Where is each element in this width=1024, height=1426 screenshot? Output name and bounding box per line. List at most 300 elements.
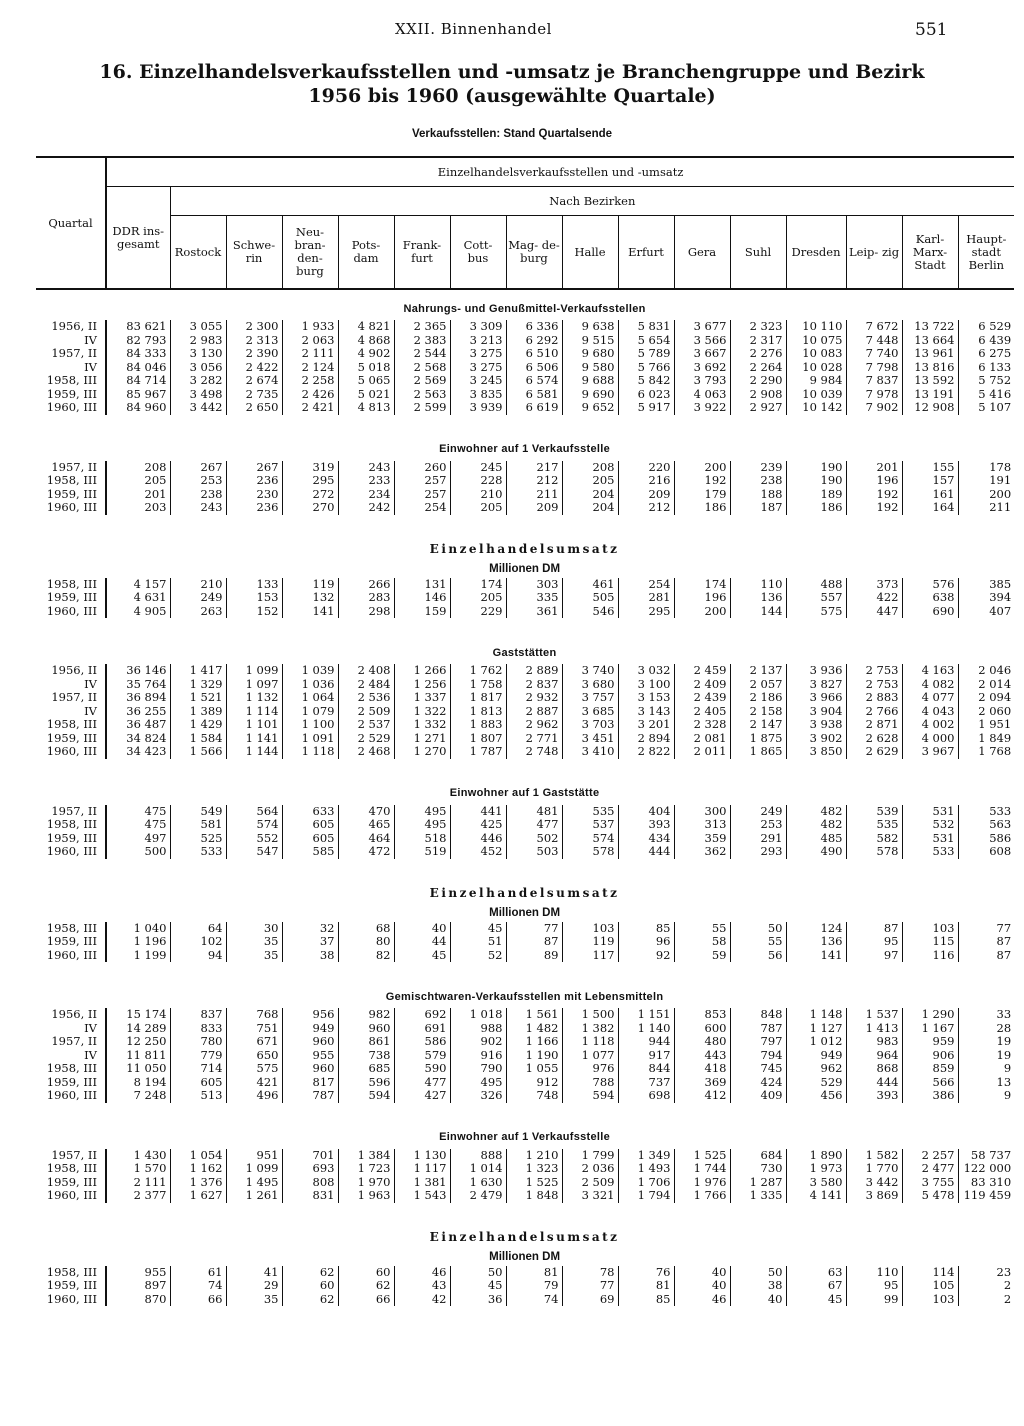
bezirk-value-cell: 13 816 (902, 361, 958, 375)
bezirk-value-cell: 293 (730, 845, 786, 859)
bezirk-value-cell: 1 482 (506, 1022, 562, 1036)
bezirk-value-cell: 78 (562, 1266, 618, 1280)
section-unit-row (36, 1249, 1014, 1266)
bezirk-value-cell: 253 (730, 818, 786, 832)
bezirk-value-cell: 2 883 (846, 691, 902, 705)
bezirk-value-cell: 745 (730, 1062, 786, 1076)
bezirk-value-cell: 62 (282, 1293, 338, 1307)
bezirk-value-cell: 692 (394, 1008, 450, 1022)
bezirk-value-cell: 13 191 (902, 388, 958, 402)
bezirk-value-cell: 62 (282, 1266, 338, 1280)
ddr-value-cell: 2 111 (133, 1174, 167, 1189)
bezirk-value-cell: 594 (338, 1089, 394, 1103)
bezirk-value-cell: 3 153 (618, 691, 674, 705)
bezirk-value-cell: 1 429 (170, 718, 226, 732)
quartal-cell: 1957, II (36, 1149, 106, 1163)
bezirk-value-cell: 1 883 (450, 718, 506, 732)
bezirk-value-cell: 260 (394, 461, 450, 475)
bezirk-value-cell: 10 039 (786, 388, 846, 402)
table-row (36, 1035, 1014, 1049)
bezirk-value-cell: 257 (394, 488, 450, 502)
bezirk-value-cell: 110 (730, 578, 786, 592)
bezirk-value-cell: 434 (618, 832, 674, 846)
bezirk-value-cell: 254 (618, 578, 674, 592)
bezirk-value-cell: 249 (170, 591, 226, 605)
bezirk-value-cell: 76 (618, 1266, 674, 1280)
bezirk-value-cell: 1 758 (450, 678, 506, 692)
bezirk-value-cell: 40 (730, 1293, 786, 1307)
bezirk-value-cell: 385 (958, 578, 1014, 592)
quartal-cell: 1958, III (36, 578, 106, 592)
bezirk-value-cell: 477 (394, 1076, 450, 1090)
bezirk-value-cell: 3 566 (674, 334, 730, 348)
bezirk-value-cell: 2 158 (730, 705, 786, 719)
bezirk-value-cell: 955 (282, 1049, 338, 1063)
section-unit: Millionen DM (489, 1250, 561, 1263)
bezirk-value-cell: 1 329 (170, 678, 226, 692)
quartal-cell: 1959, III (36, 488, 106, 502)
bezirk-value-cell: 505 (562, 591, 618, 605)
bezirk-value-cell: 691 (394, 1022, 450, 1036)
bezirk-value-cell: 13 961 (902, 347, 958, 361)
bezirk-value-cell: 6 529 (958, 320, 1014, 334)
bezirk-value-cell: 51 (450, 935, 506, 949)
bezirk-value-cell: 200 (674, 605, 730, 619)
bezirk-value-cell: 35 (226, 1293, 282, 1307)
bezirk-value-cell: 2 036 (562, 1162, 618, 1176)
bezirk-value-cell: 94 (170, 949, 226, 963)
bezirk-value-cell: 960 (282, 1035, 338, 1049)
bezirk-value-cell: 1 144 (226, 745, 282, 759)
ddr-value-cell: 83 621 (126, 319, 167, 333)
bezirk-value-cell: 579 (394, 1049, 450, 1063)
header-bezirk: Rostock (170, 216, 226, 290)
bezirk-value-cell: 1 766 (674, 1189, 730, 1203)
bezirk-value-cell: 574 (226, 818, 282, 832)
bezirk-value-cell: 578 (562, 845, 618, 859)
table-row (36, 1076, 1014, 1090)
bezirk-value-cell: 730 (730, 1162, 786, 1176)
bezirk-value-cell: 917 (618, 1049, 674, 1063)
bezirk-value-cell: 1 099 (226, 1162, 282, 1176)
ddr-value-cell: 84 333 (126, 346, 167, 360)
bezirk-value-cell: 19 (958, 1049, 1014, 1063)
bezirk-value-cell: 1 332 (394, 718, 450, 732)
bezirk-value-cell: 1 039 (282, 664, 338, 678)
bezirk-value-cell: 3 143 (618, 705, 674, 719)
running-head: XXII. Binnenhandel (395, 20, 552, 38)
bezirk-value-cell: 1 413 (846, 1022, 902, 1036)
quartal-cell: 1956, II (36, 664, 106, 678)
bezirk-value-cell: 3 667 (674, 347, 730, 361)
ddr-value-cell: 36 894 (126, 690, 167, 704)
bezirk-value-cell: 196 (674, 591, 730, 605)
bezirk-value-cell: 585 (282, 845, 338, 859)
bezirk-value-cell: 6 619 (506, 401, 562, 415)
quartal-cell: IV (36, 1022, 106, 1036)
bezirk-value-cell: 1 261 (226, 1189, 282, 1203)
ddr-value-cell: 4 631 (133, 590, 167, 604)
bezirk-value-cell: 1 495 (226, 1176, 282, 1190)
table-row (36, 818, 1014, 832)
bezirk-value-cell: 1 210 (506, 1149, 562, 1163)
header-bezirk: Haupt- stadt Berlin (958, 216, 1014, 290)
header-group-bezirke: Nach Bezirken (170, 187, 1014, 216)
bezirk-value-cell: 566 (902, 1076, 958, 1090)
bezirk-value-cell: 831 (282, 1189, 338, 1203)
bezirk-value-cell: 7 740 (846, 347, 902, 361)
quartal-cell: 1960, III (36, 949, 106, 963)
table-row (36, 664, 1014, 678)
ddr-value-cell: 1 196 (133, 934, 167, 948)
bezirk-value-cell: 535 (846, 818, 902, 832)
bezirk-value-cell: 133 (226, 578, 282, 592)
bezirk-value-cell: 1 807 (450, 732, 506, 746)
bezirk-value-cell: 441 (450, 805, 506, 819)
bezirk-value-cell: 393 (846, 1089, 902, 1103)
bezirk-value-cell: 1 190 (506, 1049, 562, 1063)
bezirk-value-cell: 141 (282, 605, 338, 619)
bezirk-value-cell: 1 389 (170, 705, 226, 719)
bezirk-value-cell: 633 (282, 805, 338, 819)
bezirk-value-cell: 495 (450, 1076, 506, 1090)
bezirk-value-cell: 300 (674, 805, 730, 819)
ddr-value-cell: 205 (144, 473, 167, 487)
bezirk-value-cell: 1 335 (730, 1189, 786, 1203)
table-body (36, 289, 1014, 1306)
header-bezirk: Suhl (730, 216, 786, 290)
bezirk-value-cell: 808 (282, 1176, 338, 1190)
bezirk-value-cell: 1 963 (338, 1189, 394, 1203)
bezirk-value-cell: 1 118 (562, 1035, 618, 1049)
bezirk-value-cell: 427 (394, 1089, 450, 1103)
bezirk-value-cell: 144 (730, 605, 786, 619)
bezirk-value-cell: 1 381 (394, 1176, 450, 1190)
quartal-cell: 1956, II (36, 1008, 106, 1022)
bezirk-value-cell: 837 (170, 1008, 226, 1022)
bezirk-value-cell: 238 (170, 488, 226, 502)
bezirk-value-cell: 4 082 (902, 678, 958, 692)
bezirk-value-cell: 179 (674, 488, 730, 502)
bezirk-value-cell: 533 (170, 845, 226, 859)
bezirk-value-cell: 2 468 (338, 745, 394, 759)
bezirk-value-cell: 40 (674, 1279, 730, 1293)
bezirk-value-cell: 141 (786, 949, 846, 963)
section-heading-row (36, 978, 1014, 1008)
bezirk-value-cell: 422 (846, 591, 902, 605)
bezirk-value-cell: 690 (902, 605, 958, 619)
bezirk-value-cell: 983 (846, 1035, 902, 1049)
ddr-value-cell: 14 289 (126, 1020, 167, 1035)
bezirk-value-cell: 600 (674, 1022, 730, 1036)
table-header (36, 157, 1014, 289)
bezirk-value-cell: 2 537 (338, 718, 394, 732)
quartal-cell: 1960, III (36, 1089, 106, 1103)
bezirk-value-cell: 9 638 (562, 320, 618, 334)
bezirk-value-cell: 267 (226, 461, 282, 475)
bezirk-value-cell: 6 292 (506, 334, 562, 348)
bezirk-value-cell: 650 (226, 1049, 282, 1063)
bezirk-value-cell: 2 422 (226, 361, 282, 375)
bezirk-value-cell: 211 (958, 501, 1014, 515)
bezirk-value-cell: 35 (226, 949, 282, 963)
bezirk-value-cell: 1 012 (786, 1035, 846, 1049)
table-row (36, 1049, 1014, 1063)
bezirk-value-cell: 9 690 (562, 388, 618, 402)
table-row (36, 474, 1014, 488)
bezirk-value-cell: 62 (338, 1279, 394, 1293)
bezirk-value-cell: 50 (730, 1266, 786, 1280)
bezirk-value-cell: 6 439 (958, 334, 1014, 348)
bezirk-value-cell: 188 (730, 488, 786, 502)
bezirk-value-cell: 2 300 (226, 320, 282, 334)
bezirk-value-cell: 236 (226, 474, 282, 488)
section-heading: Einwohner auf 1 Verkaufsstelle (439, 1131, 611, 1143)
table-row (36, 705, 1014, 719)
bezirk-value-cell: 495 (394, 805, 450, 819)
ddr-value-cell: 36 487 (126, 717, 167, 731)
bezirk-value-cell: 2 439 (674, 691, 730, 705)
bezirk-value-cell: 10 142 (786, 401, 846, 415)
bezirk-value-cell: 45 (394, 949, 450, 963)
ddr-value-cell: 84 046 (126, 359, 167, 374)
bezirk-value-cell: 394 (958, 591, 1014, 605)
bezirk-value-cell: 2 927 (730, 401, 786, 415)
bezirk-value-cell: 19 (958, 1035, 1014, 1049)
bezirk-value-cell: 1 787 (450, 745, 506, 759)
bezirk-value-cell: 2 323 (730, 320, 786, 334)
bezirk-value-cell: 1 849 (958, 732, 1014, 746)
bezirk-value-cell: 249 (730, 805, 786, 819)
bezirk-value-cell: 2 124 (282, 361, 338, 375)
bezirk-value-cell: 2 908 (730, 388, 786, 402)
table-row (36, 805, 1014, 819)
bezirk-value-cell: 2 887 (506, 705, 562, 719)
bezirk-value-cell: 369 (674, 1076, 730, 1090)
header-bezirk: Leip- zig (846, 216, 902, 290)
bezirk-value-cell: 132 (282, 591, 338, 605)
table-title-line-1: 16. Einzelhandelsverkaufsstellen und -umsatz je Branchengruppe und Bezirk (99, 61, 925, 83)
bezirk-value-cell: 1 799 (562, 1149, 618, 1163)
bezirk-value-cell: 529 (786, 1076, 846, 1090)
bezirk-value-cell: 46 (394, 1266, 450, 1280)
bezirk-value-cell: 976 (562, 1062, 618, 1076)
bezirk-value-cell: 95 (846, 1279, 902, 1293)
ddr-value-cell: 8 194 (133, 1074, 167, 1089)
bezirk-value-cell: 552 (226, 832, 282, 846)
table-row (36, 1189, 1014, 1203)
bezirk-value-cell: 525 (170, 832, 226, 846)
bezirk-value-cell: 447 (846, 605, 902, 619)
bezirk-value-cell: 586 (958, 832, 1014, 846)
bezirk-value-cell: 85 (618, 1293, 674, 1307)
bezirk-value-cell: 196 (846, 474, 902, 488)
bezirk-value-cell: 407 (958, 605, 1014, 619)
bezirk-value-cell: 10 110 (786, 320, 846, 334)
bezirk-value-cell: 2 871 (846, 718, 902, 732)
bezirk-value-cell: 204 (562, 488, 618, 502)
bezirk-value-cell: 69 (562, 1293, 618, 1307)
bezirk-value-cell: 2 459 (674, 664, 730, 678)
bezirk-value-cell: 1 768 (958, 745, 1014, 759)
bezirk-value-cell: 1 973 (786, 1162, 846, 1176)
bezirk-value-cell: 205 (450, 591, 506, 605)
table-row (36, 605, 1014, 619)
bezirk-value-cell: 960 (282, 1062, 338, 1076)
bezirk-value-cell: 844 (618, 1062, 674, 1076)
bezirk-value-cell: 102 (170, 935, 226, 949)
bezirk-value-cell: 780 (170, 1035, 226, 1049)
bezirk-value-cell: 2 771 (506, 732, 562, 746)
bezirk-value-cell: 2 983 (170, 334, 226, 348)
bezirk-value-cell: 6 506 (506, 361, 562, 375)
bezirk-value-cell: 788 (562, 1076, 618, 1090)
bezirk-value-cell: 95 (846, 935, 902, 949)
header-bezirk: Schwe- rin (226, 216, 282, 290)
bezirk-value-cell: 3 282 (170, 374, 226, 388)
bezirk-value-cell: 452 (450, 845, 506, 859)
bezirk-value-cell: 714 (170, 1062, 226, 1076)
quartal-cell: 1960, III (36, 1189, 106, 1203)
bezirk-value-cell: 89 (506, 949, 562, 963)
bezirk-value-cell: 254 (394, 501, 450, 515)
quartal-cell: 1960, III (36, 845, 106, 859)
bezirk-value-cell: 12 908 (902, 401, 958, 415)
bezirk-value-cell: 9 580 (562, 361, 618, 375)
bezirk-value-cell: 912 (506, 1076, 562, 1090)
table-row (36, 935, 1014, 949)
bezirk-value-cell: 461 (562, 578, 618, 592)
ddr-value-cell: 34 824 (126, 730, 167, 745)
bezirk-value-cell: 190 (786, 474, 846, 488)
bezirk-value-cell: 42 (394, 1293, 450, 1307)
bezirk-value-cell: 1 706 (618, 1176, 674, 1190)
table-row (36, 388, 1014, 402)
bezirk-value-cell: 205 (450, 501, 506, 515)
table-title-line-2: 1956 bis 1960 (ausgewählte Quartale) (308, 85, 716, 107)
bezirk-value-cell: 488 (786, 578, 846, 592)
ddr-value-cell: 84 960 (126, 400, 167, 414)
bezirk-value-cell: 45 (450, 922, 506, 936)
bezirk-value-cell: 779 (170, 1049, 226, 1063)
bezirk-value-cell: 99 (846, 1293, 902, 1307)
bezirk-value-cell: 563 (958, 818, 1014, 832)
bezirk-value-cell: 2 317 (730, 334, 786, 348)
bezirk-value-cell: 465 (338, 818, 394, 832)
bezirk-value-cell: 1 266 (394, 664, 450, 678)
bezirk-value-cell: 2 894 (618, 732, 674, 746)
bezirk-value-cell: 119 (562, 935, 618, 949)
table-row (36, 1266, 1014, 1280)
bezirk-value-cell: 117 (562, 949, 618, 963)
bezirk-value-cell: 3 410 (562, 745, 618, 759)
bezirk-value-cell: 50 (450, 1266, 506, 1280)
section-unit-row (36, 905, 1014, 922)
bezirk-value-cell: 43 (394, 1279, 450, 1293)
bezirk-value-cell: 1 933 (282, 320, 338, 334)
bezirk-value-cell: 1 099 (226, 664, 282, 678)
ddr-value-cell: 34 423 (126, 744, 167, 758)
section-heading: Gemischtwaren-Verkaufsstellen mit Lebensmitteln (385, 990, 664, 1003)
bezirk-value-cell: 496 (226, 1089, 282, 1103)
bezirk-value-cell: 638 (902, 591, 958, 605)
quartal-cell: 1957, II (36, 461, 106, 475)
bezirk-value-cell: 298 (338, 605, 394, 619)
bezirk-value-cell: 1 097 (226, 678, 282, 692)
bezirk-value-cell: 266 (338, 578, 394, 592)
bezirk-value-cell: 2 837 (506, 678, 562, 692)
bezirk-value-cell: 30 (226, 922, 282, 936)
bezirk-value-cell: 2 409 (674, 678, 730, 692)
bezirk-value-cell: 105 (902, 1279, 958, 1293)
bezirk-value-cell: 40 (674, 1266, 730, 1280)
bezirk-value-cell: 210 (170, 578, 226, 592)
table-row (36, 361, 1014, 375)
bezirk-value-cell: 2 (958, 1279, 1014, 1293)
bezirk-value-cell: 916 (450, 1049, 506, 1063)
bezirk-value-cell: 1 770 (846, 1162, 902, 1176)
bezirk-value-cell: 2 529 (338, 732, 394, 746)
quartal-cell: IV (36, 361, 106, 375)
bezirk-value-cell: 578 (846, 845, 902, 859)
bezirk-value-cell: 9 (958, 1089, 1014, 1103)
bezirk-value-cell: 3 321 (562, 1189, 618, 1203)
quartal-cell: 1958, III (36, 1162, 106, 1176)
bezirk-value-cell: 3 967 (902, 745, 958, 759)
bezirk-value-cell: 7 672 (846, 320, 902, 334)
bezirk-value-cell: 23 (958, 1266, 1014, 1280)
bezirk-value-cell: 1 794 (618, 1189, 674, 1203)
bezirk-value-cell: 2 563 (394, 388, 450, 402)
ddr-value-cell: 4 905 (133, 603, 167, 618)
bezirk-value-cell: 208 (562, 461, 618, 475)
bezirk-value-cell: 1 525 (506, 1176, 562, 1190)
bezirk-value-cell: 902 (450, 1035, 506, 1049)
bezirk-value-cell: 186 (674, 501, 730, 515)
bezirk-value-cell: 131 (394, 578, 450, 592)
bezirk-value-cell: 2 629 (846, 745, 902, 759)
bezirk-value-cell: 533 (902, 845, 958, 859)
bezirk-value-cell: 87 (958, 935, 1014, 949)
bezirk-value-cell: 513 (170, 1089, 226, 1103)
ddr-value-cell: 36 146 (126, 663, 167, 677)
bezirk-value-cell: 956 (282, 1008, 338, 1022)
bezirk-value-cell: 238 (730, 474, 786, 488)
bezirk-value-cell: 1 376 (170, 1176, 226, 1190)
bezirk-value-cell: 482 (786, 805, 846, 819)
bezirk-value-cell: 1 036 (282, 678, 338, 692)
bezirk-value-cell: 9 680 (562, 347, 618, 361)
section-heading-row (36, 531, 1014, 561)
bezirk-value-cell: 97 (846, 949, 902, 963)
bezirk-value-cell: 1 117 (394, 1162, 450, 1176)
bezirk-value-cell: 3 056 (170, 361, 226, 375)
section-heading-row (36, 1119, 1014, 1149)
bezirk-value-cell: 6 574 (506, 374, 562, 388)
bezirk-value-cell: 959 (902, 1035, 958, 1049)
bezirk-value-cell: 1 951 (958, 718, 1014, 732)
bezirk-value-cell: 5 831 (618, 320, 674, 334)
bezirk-value-cell: 29 (226, 1279, 282, 1293)
bezirk-value-cell: 848 (730, 1008, 786, 1022)
bezirk-value-cell: 7 798 (846, 361, 902, 375)
quartal-cell: 1956, II (36, 320, 106, 334)
quartal-cell: 1959, III (36, 1176, 106, 1190)
bezirk-value-cell: 32 (282, 922, 338, 936)
bezirk-value-cell: 5 766 (618, 361, 674, 375)
bezirk-value-cell: 2 408 (338, 664, 394, 678)
bezirk-value-cell: 209 (506, 501, 562, 515)
